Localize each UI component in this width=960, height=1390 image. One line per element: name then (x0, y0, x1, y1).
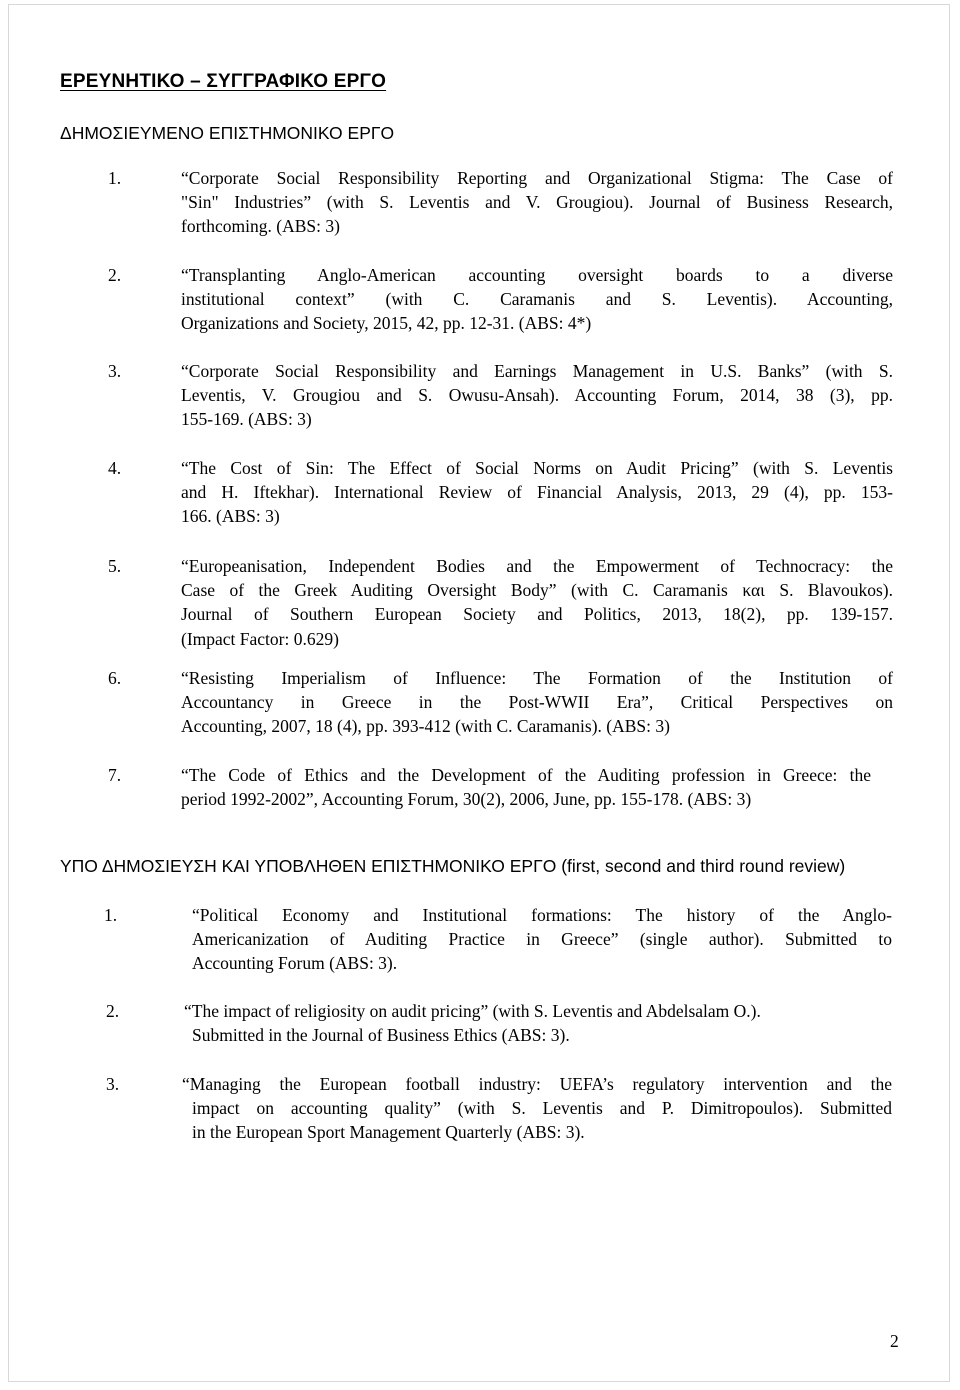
item-number: 2. (108, 265, 122, 285)
item-line: institutional context” (with C. Caramanis and S. Leventis). Accounting, (181, 289, 893, 310)
item-line: Accounting, 2007, 18 (4), pp. 393-412 (with C. Caramanis). (ABS: 3) (181, 716, 670, 737)
item-line: in the European Sport Management Quarterly (ABS: 3). (192, 1122, 585, 1143)
item-line: Americanization of Auditing Practice in Greece” (single author). Submitted to (192, 929, 892, 950)
section-heading: ΕΡΕΥΝΗΤΙΚΟ – ΣΥΓΓΡΑΦΙΚΟ ΕΡΓΟ (60, 71, 387, 92)
item-line: “The impact of religiosity on audit pricing” (with S. Leventis and Abdelsalam O.). (184, 1001, 761, 1021)
item-line: “The Cost of Sin: The Effect of Social Norms on Audit Pricing” (with S. Leventis (181, 458, 893, 478)
item-line: and H. Iftekhar). International Review of Financial Analysis, 2013, 29 (4), pp. 153- (181, 482, 893, 503)
item-line: “Transplanting Anglo-American accounting oversight boards to a diverse (181, 265, 893, 285)
item-number: 3. (106, 1074, 120, 1094)
item-line: (Impact Factor: 0.629) (181, 628, 339, 649)
item-line: “Political Economy and Institutional formations: The history of the Anglo- (192, 905, 892, 925)
item-line: forthcoming. (ABS: 3) (181, 216, 340, 237)
item-number: 1. (108, 168, 122, 188)
item-line: 166. (ABS: 3) (181, 506, 280, 527)
item-number: 5. (108, 556, 122, 576)
item-line: Accountancy in Greece in the Post-WWII Era”, Critical Perspectives on (181, 692, 893, 713)
item-line: “Europeanisation, Independent Bodies and the Empowerment of Technocracy: the (181, 556, 893, 576)
item-number: 1. (104, 905, 118, 925)
item-number: 2. (106, 1001, 120, 1021)
item-line: impact on accounting quality” (with S. Leventis and P. Dimitropoulos). Submitted (192, 1098, 892, 1119)
item-line: “Managing the European football industry: UEFA’s regulatory intervention and the (182, 1074, 892, 1094)
item-line: “Corporate Social Responsibility and Earnings Management in U.S. Banks” (with S. (181, 361, 893, 381)
item-number: 4. (108, 458, 122, 478)
item-line: "Sin" Industries” (with S. Leventis and V. Grougiou). Journal of Business Research, (181, 192, 893, 213)
item-line: “Resisting Imperialism of Influence: The Formation of the Institution of (181, 668, 893, 688)
published-work-heading: ΔΗΜΟΣΙΕΥΜΕΝΟ ΕΠΙΣΤΗΜΟΝΙΚΟ ΕΡΓΟ (60, 123, 395, 143)
item-line: Leventis, V. Grougiou and S. Owusu-Ansah). Accounting Forum, 2014, 38 (3), pp. (181, 385, 893, 406)
item-number: 7. (108, 765, 122, 785)
under-review-heading: ΥΠΟ ΔΗΜΟΣΙΕΥΣΗ ΚΑΙ ΥΠΟΒΛΗΘΕΝ ΕΠΙΣΤΗΜΟΝΙΚΟ ΕΡΓΟ (first, second and third round review) (60, 856, 846, 876)
item-number: 6. (108, 668, 122, 688)
item-line: Submitted in the Journal of Business Ethics (ABS: 3). (192, 1025, 570, 1046)
item-line: period 1992-2002”, Accounting Forum, 30(2), 2006, June, pp. 155-178. (ABS: 3) (181, 789, 752, 810)
item-line: Organizations and Society, 2015, 42, pp. 12-31. (ABS: 4*) (181, 313, 592, 334)
item-line: Case of the Greek Auditing Oversight Body” (with C. Caramanis και S. Blavoukos). (181, 580, 893, 601)
item-number: 3. (108, 361, 122, 381)
item-line: 155-169. (ABS: 3) (181, 409, 312, 430)
item-line: “Corporate Social Responsibility Reporting and Organizational Stigma: The Case of (181, 168, 893, 188)
item-line: Journal of Southern European Society and Politics, 2013, 18(2), pp. 139-157. (181, 604, 893, 625)
item-line: Accounting Forum (ABS: 3). (192, 953, 398, 974)
page-number: 2 (890, 1331, 899, 1351)
item-line: “The Code of Ethics and the Development of the Auditing profession in Greece: the (181, 765, 871, 785)
